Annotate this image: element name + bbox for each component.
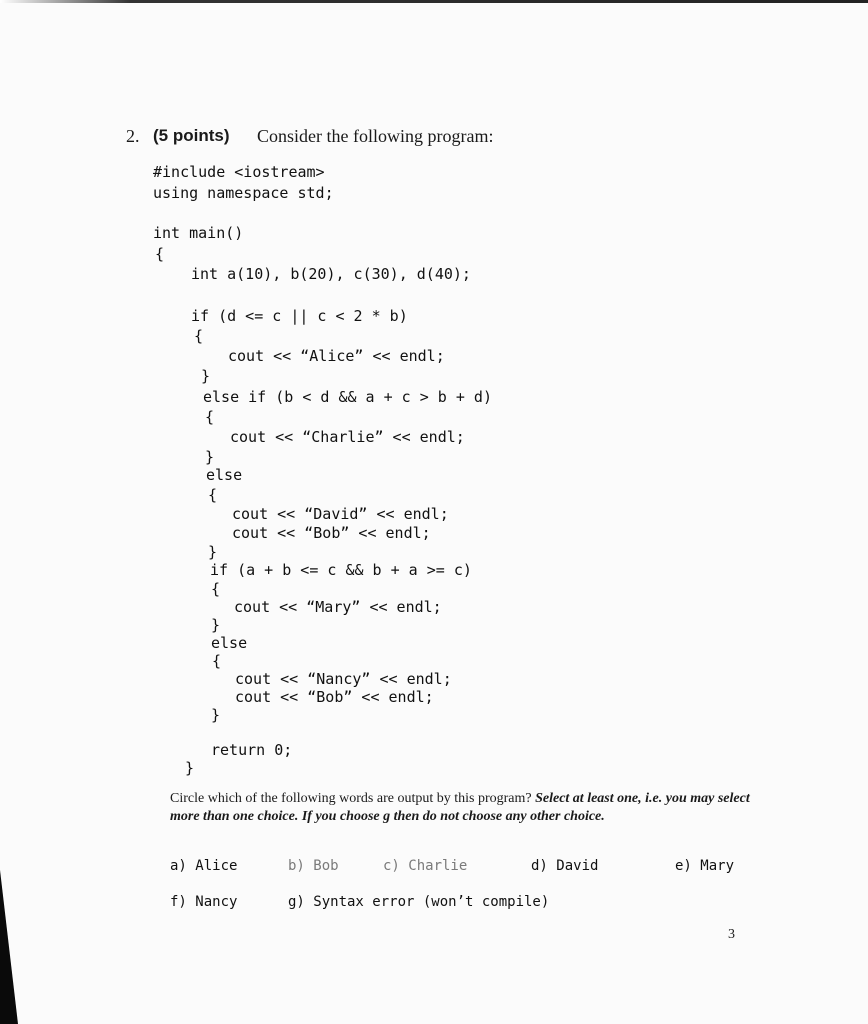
code-line: }	[208, 543, 218, 561]
code-line: }	[205, 448, 215, 466]
code-line: }	[211, 616, 221, 634]
code-line: }	[211, 706, 221, 724]
code-line: int main()	[153, 224, 244, 242]
instructions-emphasis: Select at least one, i.e. you may select more than one choice. If you choose g then do not choose any other choice.	[170, 791, 750, 824]
scan-left-edge	[0, 870, 18, 1024]
code-line: {	[205, 408, 215, 426]
code-line: if (a + b <= c && b + a >= c)	[210, 561, 472, 579]
instructions-text: Circle which of the following words are output by this program?	[170, 791, 532, 806]
page-number: 3	[728, 927, 735, 942]
choice-d[interactable]: d) David	[531, 858, 599, 874]
code-line: #include <iostream>	[153, 163, 325, 181]
code-line: }	[201, 367, 211, 385]
code-line: cout << “Bob” << endl;	[232, 524, 431, 542]
question-number: 2.	[126, 126, 140, 146]
choice-g[interactable]: g) Syntax error (won’t compile)	[288, 894, 550, 910]
choice-b[interactable]: b) Bob	[288, 858, 339, 874]
code-line: int a(10), b(20), c(30), d(40);	[191, 265, 471, 283]
code-line: else	[206, 466, 243, 484]
code-line: cout << “Mary” << endl;	[234, 598, 442, 616]
code-line: if (d <= c || c < 2 * b)	[191, 307, 408, 325]
code-line: {	[212, 652, 222, 670]
code-line: }	[185, 759, 195, 777]
code-line: {	[211, 580, 221, 598]
question-points: (5 points)	[153, 126, 230, 145]
code-line: cout << “Alice” << endl;	[228, 347, 445, 365]
code-line: else if (b < d && a + c > b + d)	[203, 388, 492, 406]
code-line: else	[211, 634, 248, 652]
instructions	[170, 790, 750, 826]
code-line: using namespace std;	[153, 184, 334, 202]
code-line: {	[155, 245, 165, 263]
code-line: cout << “Charlie” << endl;	[230, 428, 465, 446]
code-line: return 0;	[211, 741, 293, 759]
scan-top-edge	[0, 0, 868, 3]
question-prompt: Consider the following program:	[257, 126, 494, 146]
choice-c[interactable]: c) Charlie	[383, 858, 468, 874]
code-line: cout << “David” << endl;	[232, 505, 449, 523]
choice-a[interactable]: a) Alice	[170, 858, 238, 874]
code-line: cout << “Bob” << endl;	[235, 688, 434, 706]
choice-e[interactable]: e) Mary	[675, 858, 735, 874]
choice-f[interactable]: f) Nancy	[170, 894, 238, 910]
code-line: {	[194, 327, 204, 345]
code-line: cout << “Nancy” << endl;	[235, 670, 452, 688]
code-line: {	[208, 486, 218, 504]
